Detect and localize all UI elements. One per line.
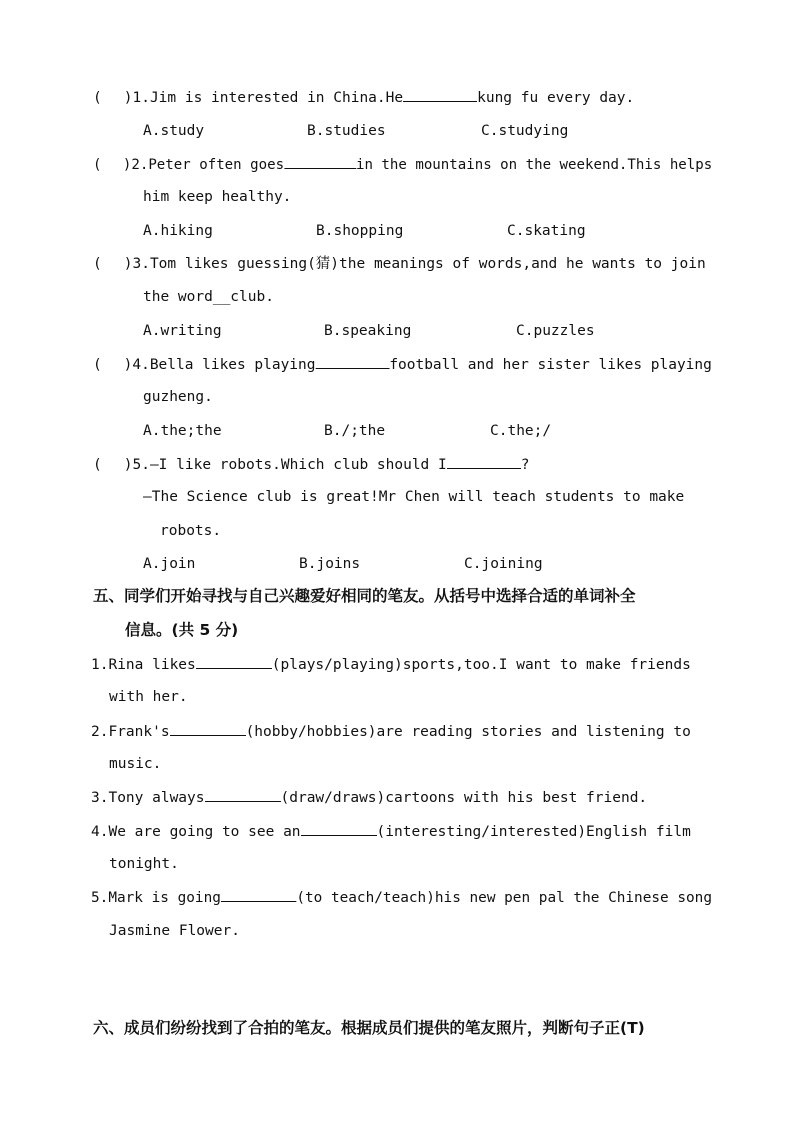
option-c[interactable]: C.the;/ (490, 423, 552, 439)
question-1: ( )1.Jim is interested in China.He kung fu every day. (93, 87, 634, 108)
option-a[interactable]: A.the;the (143, 423, 222, 439)
option-a[interactable]: A.hiking (143, 223, 213, 239)
answer-blank[interactable] (301, 821, 377, 836)
section-6-heading: 六、成员们纷纷找到了合拍的笔友。根据成员们提供的笔友照片，判断句子正(T) (93, 1019, 645, 1037)
answer-blank[interactable] (284, 154, 356, 169)
fill-item-3: 3.Tony always (draw/draws)cartoons with his best friend. (91, 787, 647, 808)
answer-blank[interactable] (221, 887, 296, 902)
option-b[interactable]: B.joins (299, 556, 361, 572)
option-b[interactable]: B.shopping (316, 223, 404, 239)
answer-blank[interactable] (447, 454, 521, 469)
fill-item-4-continued: tonight. (109, 856, 179, 872)
answer-blank[interactable] (315, 354, 389, 369)
option-c[interactable]: C.skating (507, 223, 586, 239)
fill-item-5-continued: Jasmine Flower. (109, 923, 240, 939)
option-c[interactable]: C.puzzles (516, 323, 595, 339)
option-c[interactable]: C.joining (464, 556, 543, 572)
option-b[interactable]: B./;the (324, 423, 386, 439)
answer-blank[interactable] (205, 787, 281, 802)
fill-item-2-continued: music. (109, 756, 162, 772)
fill-item-1-continued: with her. (109, 689, 188, 705)
option-b[interactable]: B.studies (307, 123, 386, 139)
question-2: ( )2.Peter often goes in the mountains on the weekend.This helps (93, 154, 712, 175)
section-5-heading-continued: 信息。(共 5 分) (125, 621, 239, 639)
answer-blank[interactable] (403, 87, 477, 102)
fill-item-1: 1.Rina likes (plays/playing)sports,too.I want to make friends (91, 654, 691, 675)
question-3: ( )3.Tom likes guessing(猜)the meanings of words,and he wants to join (93, 256, 706, 272)
answer-blank[interactable] (170, 721, 246, 736)
section-5-heading: 五、同学们开始寻找与自己兴趣爱好相同的笔友。从括号中选择合适的单词补全 (93, 587, 636, 605)
fill-item-5: 5.Mark is going (to teach/teach)his new pen pal the Chinese song (91, 887, 712, 908)
question-4-continued: guzheng. (143, 389, 213, 405)
option-a[interactable]: A.writing (143, 323, 222, 339)
question-5: ( )5.—I like robots.Which club should I ? (93, 454, 529, 475)
question-3-continued: the word__club. (143, 289, 274, 305)
option-c[interactable]: C.studying (481, 123, 569, 139)
question-2-continued: him keep healthy. (143, 189, 292, 205)
option-a[interactable]: A.study (143, 123, 205, 139)
fill-item-4: 4.We are going to see an (interesting/interested)English film (91, 821, 691, 842)
question-5-dialogue: —The Science club is great!Mr Chen will teach students to make (143, 489, 685, 505)
question-4: ( )4.Bella likes playing football and her sister likes playing (93, 354, 712, 375)
answer-blank[interactable] (196, 654, 272, 669)
option-a[interactable]: A.join (143, 556, 196, 572)
option-b[interactable]: B.speaking (324, 323, 412, 339)
question-5-dialogue-continued: robots. (160, 523, 222, 539)
fill-item-2: 2.Frank's (hobby/hobbies)are reading stories and listening to (91, 721, 691, 742)
